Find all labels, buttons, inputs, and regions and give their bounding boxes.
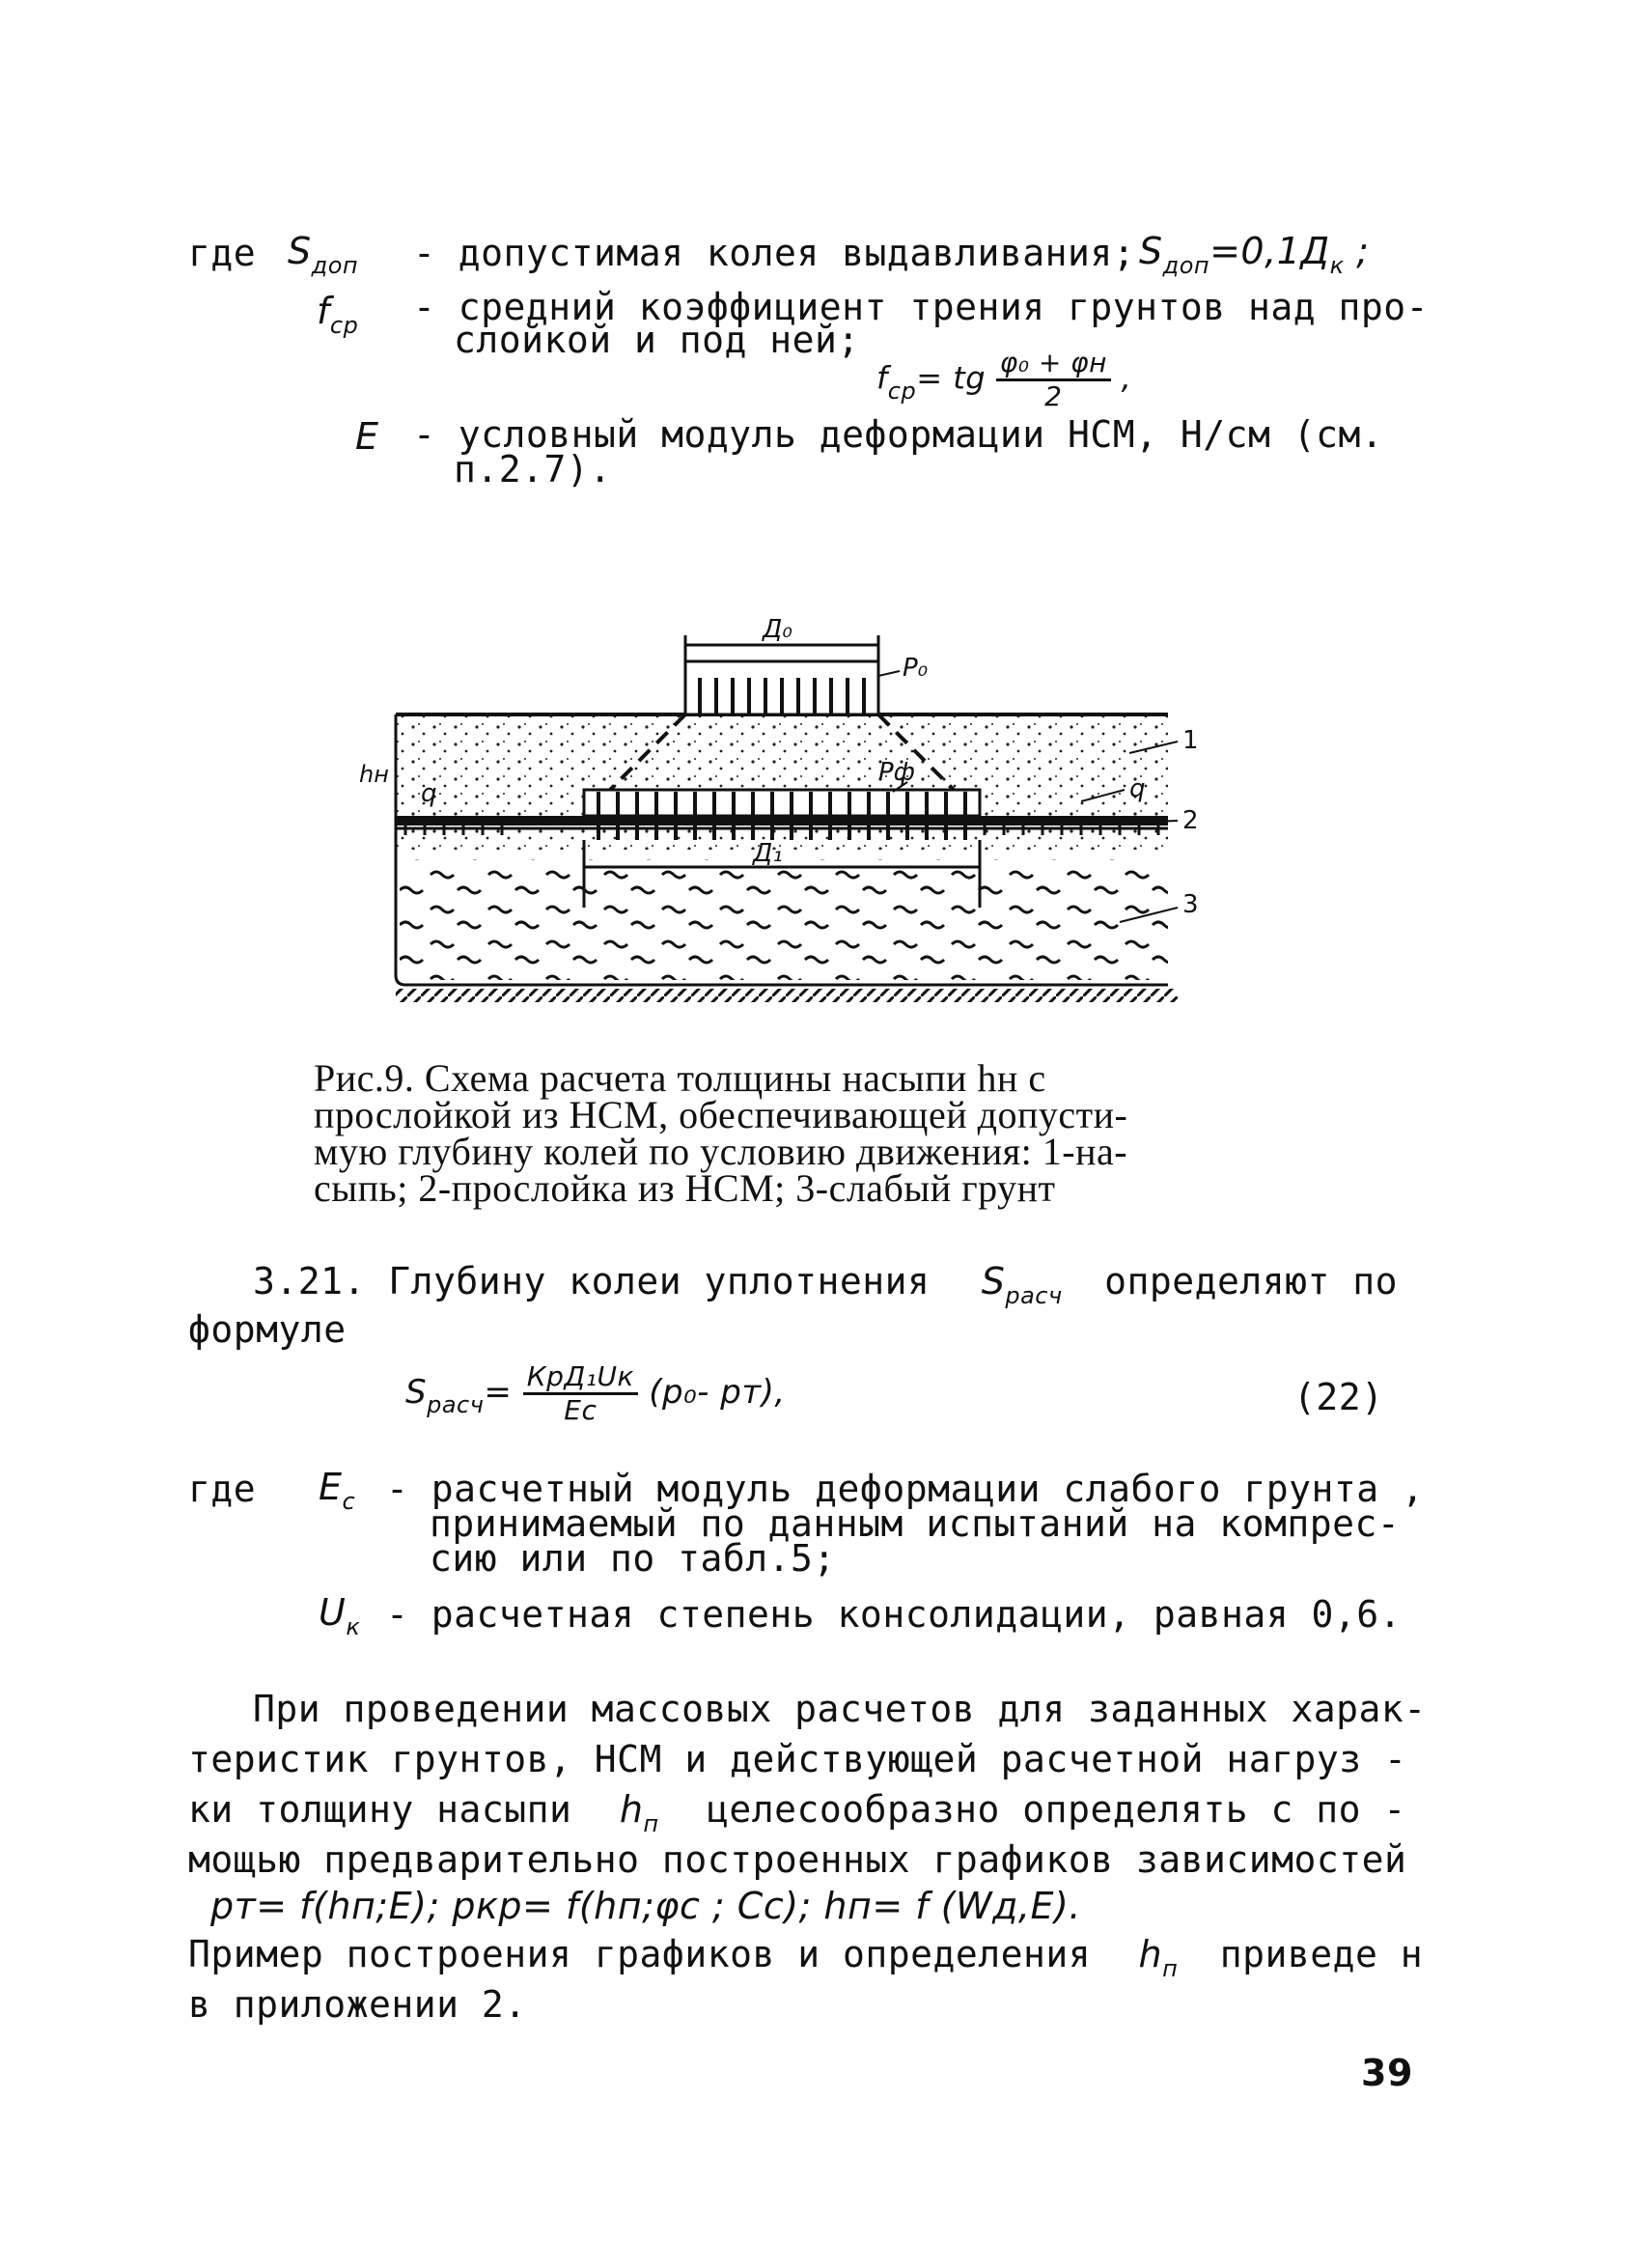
defs2-ec-text3: сию или по табл.5; [430, 1537, 836, 1580]
label-q-left: q [421, 779, 437, 808]
label-q-right: q [1129, 774, 1146, 803]
defs2-uk-text: - расчетная степень консолидации, равная 0,6. [386, 1593, 1403, 1636]
defs1-e-text2: п.2.7). [454, 448, 612, 490]
defs2-ec-text1: - расчетный модуль деформации слабого грунта , [386, 1468, 1425, 1510]
load-pf-block [584, 790, 980, 816]
label-2: 2 [1182, 806, 1199, 835]
paragraph-line-7: в приложении 2. [188, 1983, 527, 2026]
page-number: 39 [1361, 2052, 1413, 2094]
defs1-f-text1: - средний коэффициент трения грунтов над про- [413, 286, 1430, 328]
label-3: 3 [1182, 890, 1199, 919]
defs1-where: где [188, 232, 257, 274]
caption-line-4: сыпь; 2-прослойка из НСМ; 3-слабый грунт [314, 1166, 1056, 1210]
caption-line-1: Рис.9. Схема расчета толщины насыпи hн с [314, 1056, 1046, 1100]
label-hn: hн [359, 761, 389, 788]
paragraph-line-2: теристик грунтов, НСМ и действующей расчетной нагруз - [188, 1738, 1407, 1780]
figure-9-diagram [359, 615, 1216, 1023]
defs1-e-symbol: E [355, 415, 379, 458]
defs2-where: где [188, 1468, 257, 1510]
paragraph-line-3: ки толщину насыпи $h_п$ целесообразно определять с по - [188, 1788, 1406, 1837]
paragraph-line-1: При проведении массовых расчетов для заданных харак- [253, 1688, 1427, 1730]
formula-22-number: (22) [1293, 1376, 1384, 1418]
label-d1: Д₁ [753, 839, 783, 868]
label-1: 1 [1182, 726, 1199, 755]
label-d0: Д₀ [763, 615, 792, 644]
defs2-ec-symbol: $E_с$ [319, 1466, 356, 1515]
defs1-e-text1: - условный модуль деформации НСМ, Н/см (см. [413, 413, 1384, 456]
label-p0: P₀ [903, 654, 929, 683]
base-hatch [396, 989, 1178, 1002]
defs1-s-symbol: $S_{доп}$ [288, 230, 359, 279]
formula-22: $S_{расч}=$ $\frac{\text{КрД₁Uк}}{Eс}$ (p₀- pт), [405, 1360, 786, 1426]
paragraph-line-6: Пример построения графиков и определения $h_п$ приведе н [188, 1933, 1424, 1982]
defs2-ec-text2: принимаемый по данным испытаний на компрес- [430, 1502, 1401, 1545]
defs2-uk-symbol: $U_к$ [319, 1591, 361, 1640]
defs1-s-formula: $S_{доп}=0,1Д_к$ ; [1139, 230, 1370, 279]
section-321-line-2: формуле [188, 1308, 347, 1351]
defs1-s-text: - допустимая колея выдавливания; [413, 232, 1136, 274]
caption-line-2: прослойкой из НСМ, обеспечивающей допусти- [314, 1093, 1128, 1136]
defs1-f-formula: $f_{ср}=$ tg $\frac{\text{φ₀ + φн}}{2}$ , [876, 347, 1132, 412]
paragraph-line-4: мощью предварительно построенных графиков зависимостей [188, 1838, 1407, 1881]
paragraph-line-5-formulas: pт= f(hп;E); pкр= f(hп;φc ; Cc); hп= f (Wд,E). [210, 1885, 1081, 1927]
label-pf: Pф [878, 758, 915, 787]
caption-line-3: мую глубину колей по условию движения: 1-на- [314, 1130, 1128, 1173]
defs1-f-symbol: $f_{ср}$ [317, 290, 359, 339]
defs1-f-text2: слойкой и под ней; [454, 319, 860, 361]
soft-soil-layer [400, 859, 1168, 980]
section-321-line-1: 3.21. Глубину колеи уплотнения $S_{расч}$ определяют по [253, 1260, 1398, 1309]
